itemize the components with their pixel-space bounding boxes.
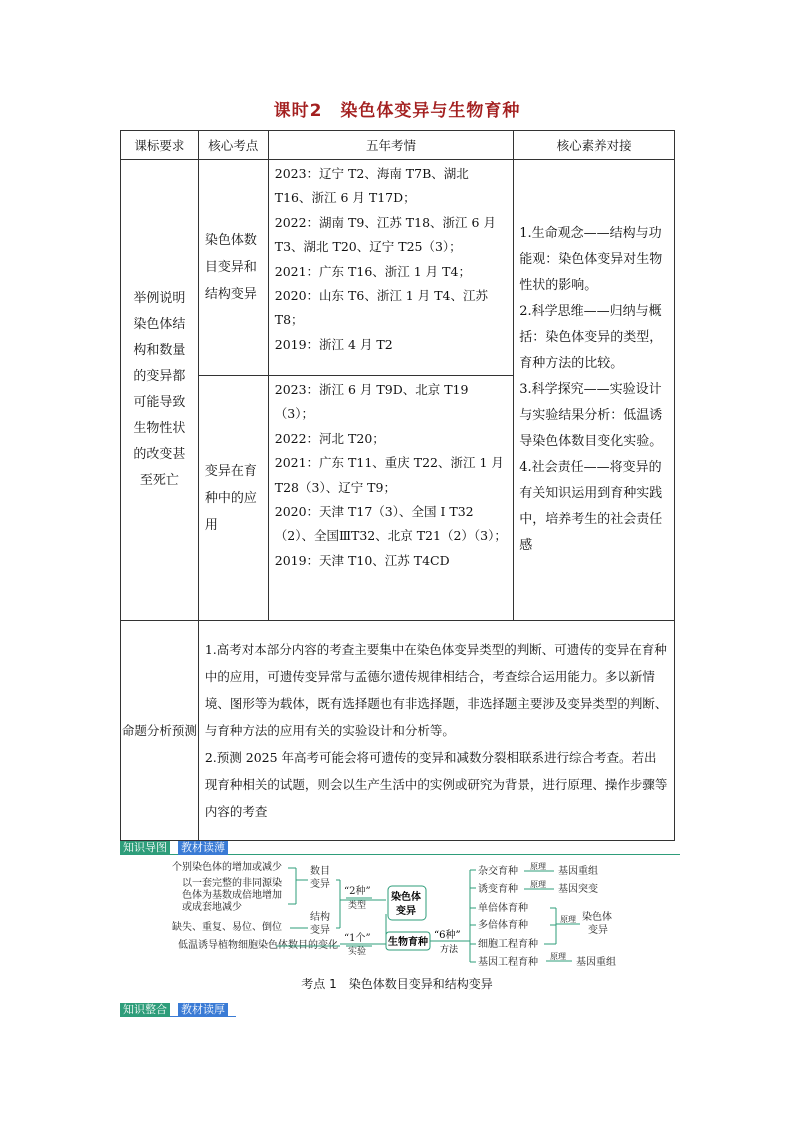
principle-mutation: 基因突变: [558, 884, 598, 895]
knowledge-map-tag: 知识导图: [120, 841, 170, 855]
knowledge-integration-tag-row: [120, 1003, 236, 1017]
map-one-exp: “1个”: [344, 933, 371, 944]
exam-line: 2019：天津 T10、江苏 T4CD: [274, 552, 450, 568]
method-hybrid: 杂交育种: [478, 866, 518, 877]
method-polyploid: 多倍体育种: [478, 920, 528, 931]
map-two-types: “2种”: [344, 886, 371, 897]
principle-label: 原理: [560, 915, 576, 924]
exam-line: 2023：辽宁 T2、海南 T7B、湖北 T16、浙江 6 月 T17D；: [274, 166, 469, 206]
exam-line: 2019：浙江 4 月 T2: [274, 336, 393, 352]
map-two-types-sub: 类型: [348, 901, 367, 911]
map-left-1: 个别染色体的增加或减少: [172, 862, 282, 873]
exam-overview-table: [120, 130, 675, 841]
method-cell-engineering: 细胞工程育种: [478, 939, 538, 950]
exam-line: 2020：山东 T6、浙江 1 月 T4、江苏 T8；: [274, 288, 488, 328]
principle-label: 原理: [530, 862, 546, 871]
principle-chromosome-a: 染色体: [582, 912, 612, 923]
prediction-row: [121, 621, 675, 841]
page-title: 课时2 染色体变异与生物育种: [273, 101, 521, 121]
section-heading: 考点 1 染色体数目变异和结构变异: [301, 977, 493, 991]
map-left-4: 低温诱导植物细胞染色体数目的变化: [178, 940, 338, 951]
prediction-label: 命题分析预测: [121, 621, 199, 841]
table-row: [121, 160, 675, 376]
exam-line: 2020：天津 T17（3）、全国 I T32（2）、全国ⅢT32、北京 T21（2）（3）；: [274, 504, 507, 544]
method-mutation: 诱变育种: [478, 884, 518, 895]
map-six-methods-sub: 方法: [440, 945, 459, 955]
map-number-b: 变异: [310, 879, 330, 890]
map-left-2c: 或成套地减少: [182, 902, 242, 913]
exam-line: 2021：广东 T16、浙江 1 月 T4；: [274, 263, 471, 279]
header-literacy: 核心素养对接: [514, 131, 675, 160]
map-left-2a: 以一套完整的非同源染: [182, 878, 282, 889]
exam-line: 2022：河北 T20；: [274, 430, 385, 446]
key-point-1: 染色体数目变异和结构变异: [198, 160, 268, 376]
header-key-point: 核心考点: [198, 131, 268, 160]
method-gene-engineering: 基因工程育种: [478, 957, 538, 968]
prediction-item: 1.高考对本部分内容的考查主要集中在染色体变异类型的判断、可遗传的变异在育种中的应用，可遗传变异常与孟德尔遗传规律相结合，考查综合运用能力。多以新情境、图形等为载体，既有选择题也有非选择题，非选择题主要涉及变异类型的判断、与育种方法的应用有关的实验设计和分析等。: [204, 642, 668, 738]
map-left-3: 缺失、重复、易位、倒位: [172, 922, 282, 933]
map-center-a: 染色体: [391, 892, 421, 903]
literacy-item: 4.社会责任——将变异的有关知识运用到育种实践中，培养考生的社会责任感: [519, 460, 663, 553]
map-center-b: 变异: [396, 906, 416, 917]
map-left-2b: 色体为基数成倍地增加: [182, 890, 282, 901]
principle-label: 原理: [530, 880, 546, 889]
knowledge-integration-tag: 知识整合: [120, 1003, 170, 1017]
map-one-exp-sub: 实验: [348, 947, 367, 957]
literacy-item: 2.科学思维——归纳与概括：染色体变异的类型，育种方法的比较。: [519, 304, 663, 371]
requirement-cell: 举例说明染色体结构和数量的变异都可能导致生物性状的改变甚至死亡: [121, 160, 199, 621]
header-requirement: 课标要求: [121, 131, 199, 160]
map-number-a: 数目: [310, 866, 330, 877]
exam-line: 2023：浙江 6 月 T9D、北京 T19（3）；: [274, 382, 469, 422]
prediction-content: [198, 621, 674, 841]
header-exams: 五年考情: [268, 131, 514, 160]
key-point-2: 变异在育种中的应用: [198, 376, 268, 621]
map-structure-a: 结构: [310, 912, 330, 923]
knowledge-map-tag-row: [120, 841, 680, 855]
key-point-2-exams: [268, 376, 514, 621]
map-structure-b: 变异: [310, 925, 330, 936]
literacy-cell: [514, 160, 675, 621]
principle-recombination-2: 基因重组: [576, 957, 616, 968]
exam-line: 2021：广东 T11、重庆 T22、浙江 1 月 T28（3）、辽宁 T9；: [274, 455, 504, 495]
prediction-item: 2.预测 2025 年高考可能会将可遗传的变异和减数分裂相联系进行综合考查。若出现育种相关的试题，则会以生产生活中的实例或研究为背景，进行原理、操作步骤等内容的考查: [204, 750, 668, 819]
textbook-thick-tag: 教材读厚: [178, 1003, 228, 1017]
map-six-methods: “6种”: [434, 930, 461, 941]
textbook-thin-tag: 教材读薄: [178, 841, 228, 855]
knowledge-map: [170, 858, 640, 970]
principle-chromosome-b: 变异: [588, 925, 608, 936]
key-point-1-exams: [268, 160, 514, 376]
table-header-row: [121, 131, 675, 160]
principle-label: 原理: [550, 952, 566, 961]
literacy-item: 1.生命观念——结构与功能观：染色体变异对生物性状的影响。: [519, 226, 663, 293]
map-breed: 生物育种: [388, 937, 428, 948]
exam-line: 2022：湖南 T9、江苏 T18、浙江 6 月 T3、湖北 T20、辽宁 T25（3）；: [274, 214, 496, 255]
literacy-item: 3.科学探究——实验设计与实验结果分析：低温诱导染色体数目变化实验。: [519, 382, 663, 449]
method-haploid: 单倍体育种: [478, 903, 528, 914]
principle-recombination: 基因重组: [558, 866, 598, 877]
